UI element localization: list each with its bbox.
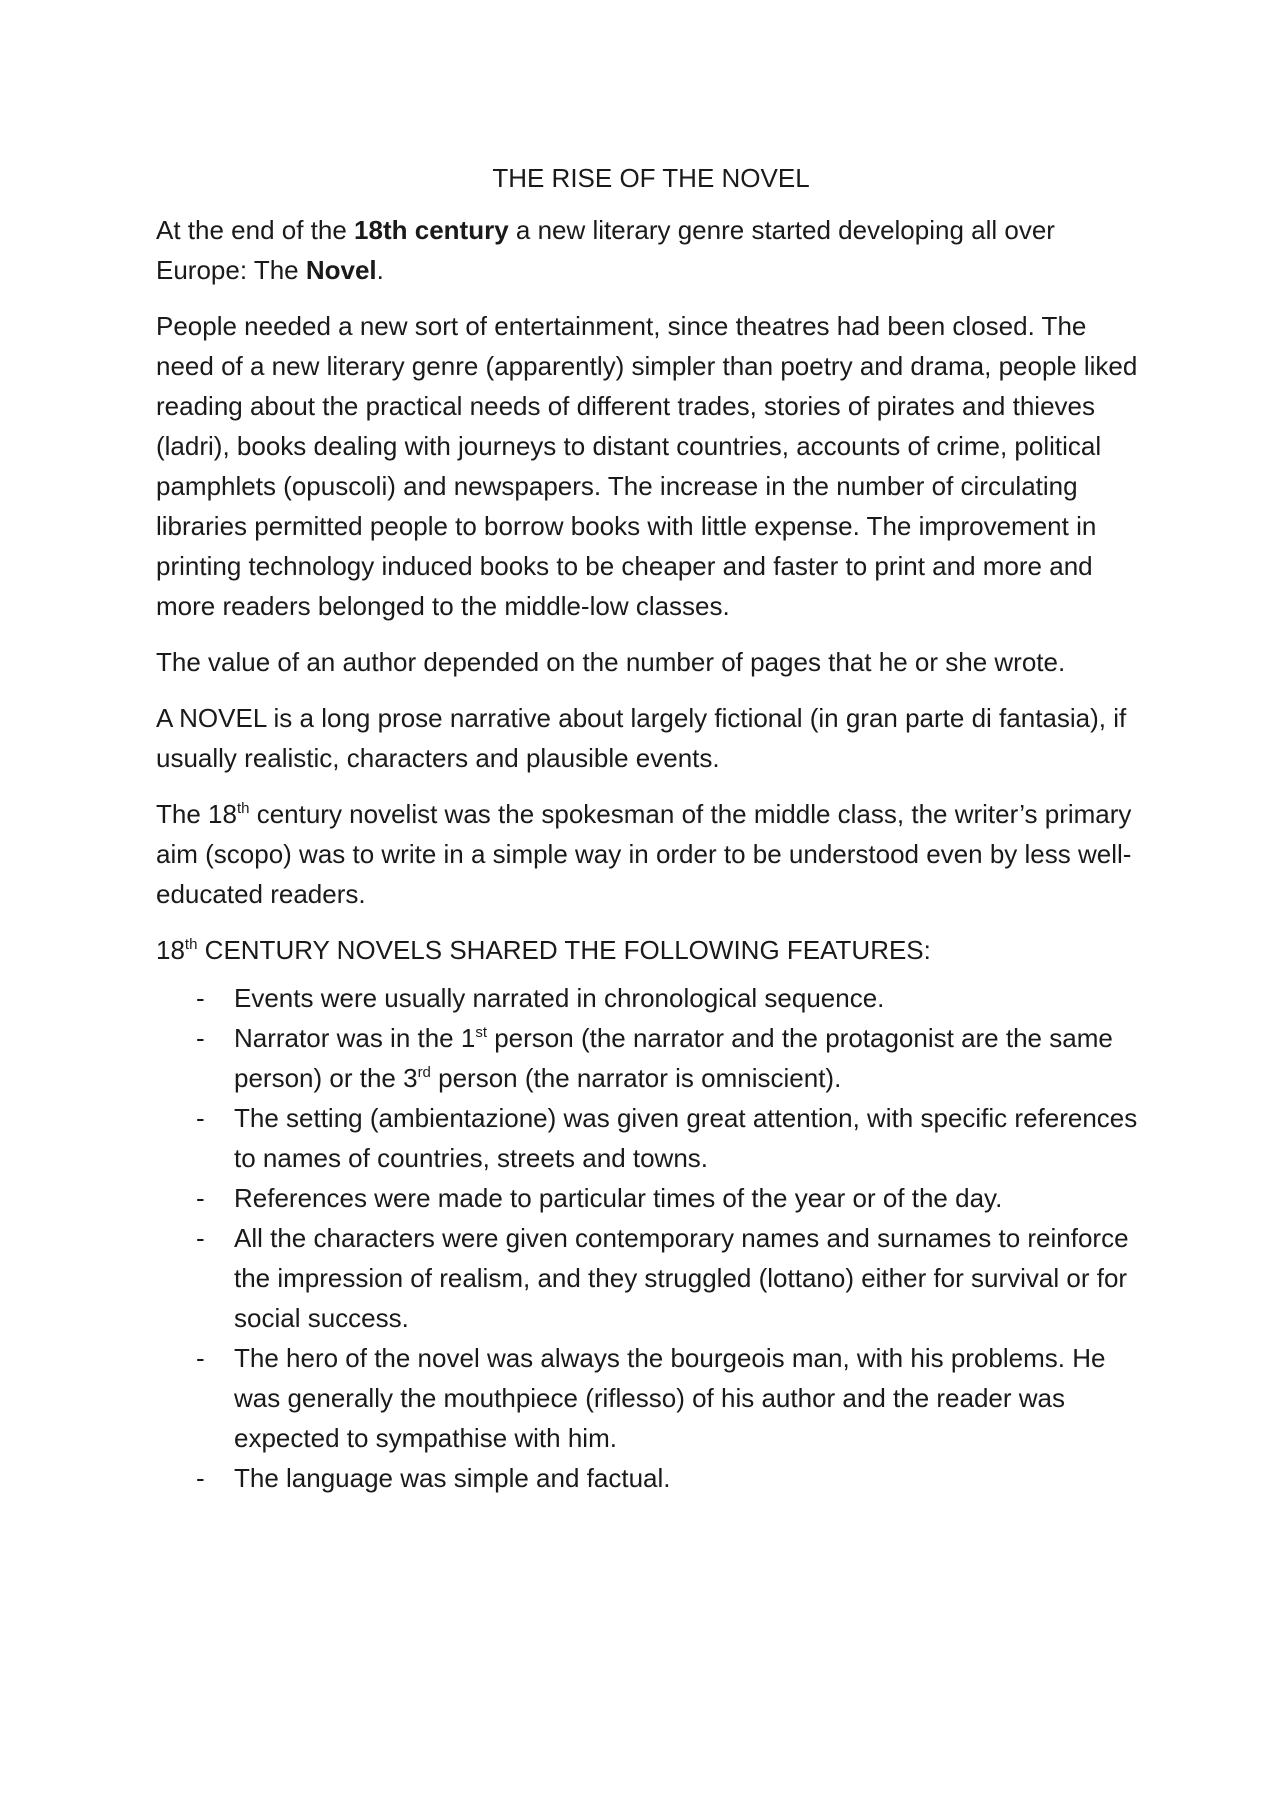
list-item: [156, 1458, 1146, 1498]
list-dash: -: [196, 1223, 205, 1253]
list-dash: -: [196, 983, 205, 1013]
features-heading-sup: th: [184, 936, 198, 953]
page-title: THE RISE OF THE NOVEL: [492, 163, 810, 193]
novelist-text-a: The 18: [156, 799, 237, 829]
list-dash: -: [196, 1343, 205, 1373]
intro-text-1: At the end of the: [156, 215, 355, 245]
list-item: [156, 1338, 1146, 1458]
list-item: [156, 1098, 1146, 1178]
feature-text: All the characters were given contemporary names and surnames to reinforce the impression of realism, and they struggled (lottano) either for survival or for social success.: [234, 1223, 1129, 1333]
list-dash: -: [196, 1103, 205, 1133]
list-item: [156, 1218, 1146, 1338]
feature-text-a: Narrator was in the 1: [234, 1023, 476, 1053]
feature-text: Events were usually narrated in chronological sequence.: [234, 983, 885, 1013]
list-item: [156, 1178, 1146, 1218]
list-item: [156, 1018, 1146, 1098]
feature-sup-st: st: [475, 1024, 487, 1041]
paragraph-novelist: [156, 794, 1146, 914]
intro-paragraph: [156, 210, 1146, 290]
features-heading-a: 18: [156, 935, 185, 965]
feature-text-c: person (the narrator is omniscient).: [430, 1063, 842, 1093]
list-dash: -: [196, 1023, 205, 1053]
feature-text: The language was simple and factual.: [234, 1463, 671, 1493]
paragraph-novel-definition: A NOVEL is a long prose narrative about largely fictional (in gran parte di fantasia), if usually realistic, characters and plausible events.: [156, 703, 1127, 773]
feature-text-b: person (the narrator and the protagonist are the same person) or the 3: [234, 1023, 1113, 1093]
list-dash: -: [196, 1183, 205, 1213]
feature-text: References were made to particular times of the year or of the day.: [234, 1183, 1003, 1213]
list-item: [156, 978, 1146, 1018]
document-page: [156, 158, 1146, 1498]
features-list: [156, 978, 1146, 1498]
feature-text: The hero of the novel was always the bourgeois man, with his problems. He was generally the mouthpiece (riflesso) of his author and the reader was expected to sympathise with him.: [234, 1343, 1106, 1453]
paragraph-entertainment: People needed a new sort of entertainment, since theatres had been closed. The need of a new literary genre (apparently) simpler than poetry and drama, people liked reading about the practical needs of different trades, stories of pirates and thieves (ladri), books dealing with journeys to distant countries, accounts of crime, political pamphlets (opuscoli) and newspapers. The increase in the number of circulating libraries permitted people to borrow books with little expense. The improvement in printing technology induced books to be cheaper and faster to print and more and more readers belonged to the middle-low classes.: [156, 311, 1138, 621]
features-heading-b: CENTURY NOVELS SHARED THE FOLLOWING FEATURES:: [197, 935, 931, 965]
novelist-text-b: century novelist was the spokesman of the middle class, the writer’s primary aim (scopo) was to write in a simple way in order to be understood even by less well-educated readers.: [156, 799, 1132, 909]
intro-bold-novel: Novel: [305, 255, 377, 285]
list-dash: -: [196, 1463, 205, 1493]
intro-text-2: a new literary genre started developing all over Europe: The: [156, 215, 1055, 285]
intro-bold-century: 18th century: [354, 215, 509, 245]
paragraph-author-value: The value of an author depended on the number of pages that he or she wrote.: [156, 647, 1066, 677]
feature-sup-rd: rd: [417, 1064, 431, 1081]
features-heading: [156, 930, 1146, 970]
intro-text-3: .: [376, 255, 384, 285]
feature-text: The setting (ambientazione) was given great attention, with specific references to names of countries, streets and towns.: [234, 1103, 1138, 1173]
novelist-sup: th: [236, 800, 250, 817]
